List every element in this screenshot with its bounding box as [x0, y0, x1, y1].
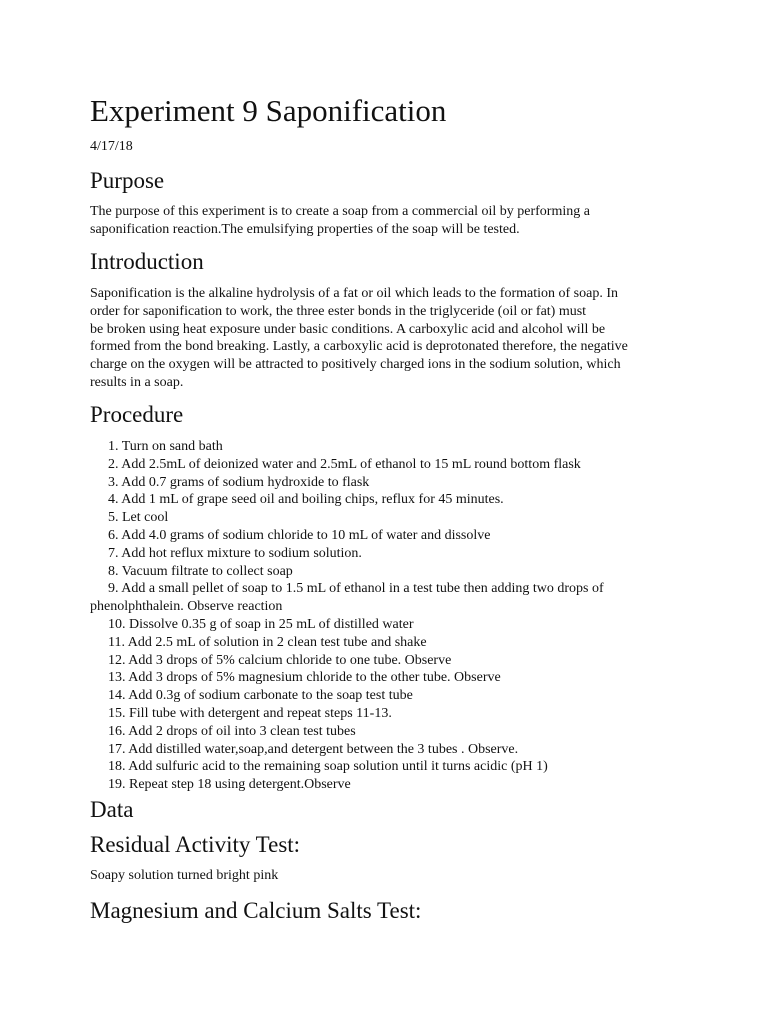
introduction-line: order for saponification to work, the three ester bonds in the triglyceride (oil or fat) must: [90, 303, 587, 319]
procedure-step: 8. Vacuum filtrate to collect soap: [108, 563, 293, 579]
residual-activity-line: Soapy solution turned bright pink: [90, 868, 279, 883]
purpose-paragraph: [90, 203, 675, 239]
procedure-step: 4. Add 1 mL of grape seed oil and boiling chips, reflux for 45 minutes.: [108, 492, 504, 508]
purpose-line: The purpose of this experiment is to create a soap from a commercial oil by performing a: [90, 204, 590, 219]
purpose-line: saponification reaction.The emulsifying properties of the soap will be tested.: [90, 221, 520, 237]
procedure-step: 12. Add 3 drops of 5% calcium chloride to one tube. Observe: [108, 652, 452, 668]
document-title: Experiment 9 Saponification: [90, 93, 447, 128]
procedure-step: 11. Add 2.5 mL of solution in 2 clean test tube and shake: [108, 634, 427, 650]
procedure-heading: Procedure: [90, 402, 184, 427]
procedure-step: 19. Repeat step 18 using detergent.Observe: [108, 777, 351, 793]
procedure-step: 1. Turn on sand bath: [108, 439, 223, 454]
procedure-step: 13. Add 3 drops of 5% magnesium chloride to the other tube. Observe: [108, 670, 501, 686]
introduction-line: Saponification is the alkaline hydrolysis of a fat or oil which leads to the formation of soap. In: [90, 286, 618, 301]
introduction-heading: Introduction: [90, 249, 204, 274]
procedure-step: 14. Add 0.3g of sodium carbonate to the soap test tube: [108, 688, 413, 704]
procedure-step-continuation: phenolphthalein. Observe reaction: [90, 599, 283, 615]
introduction-line: results in a soap.: [90, 374, 184, 390]
residual-activity-heading: Residual Activity Test:: [90, 832, 301, 857]
procedure-step: 18. Add sulfuric acid to the remaining soap solution until it turns acidic (pH 1): [108, 759, 548, 775]
procedure-step: 5. Let cool: [108, 510, 169, 526]
purpose-heading: Purpose: [90, 168, 165, 193]
procedure-step: 16. Add 2 drops of oil into 3 clean test tubes: [108, 723, 356, 739]
salts-test-heading: Magnesium and Calcium Salts Test:: [90, 898, 422, 923]
procedure-step: 2. Add 2.5mL of deionized water and 2.5mL of ethanol to 15 mL round bottom flask: [108, 456, 581, 472]
procedure-step: 10. Dissolve 0.35 g of soap in 25 mL of distilled water: [108, 616, 414, 632]
procedure-step: 3. Add 0.7 grams of sodium hydroxide to flask: [108, 474, 370, 490]
procedure-step: 15. Fill tube with detergent and repeat steps 11-13.: [108, 705, 392, 721]
procedure-step: 6. Add 4.0 grams of sodium chloride to 10 mL of water and dissolve: [108, 527, 491, 543]
procedure-step: 9. Add a small pellet of soap to 1.5 mL of ethanol in a test tube then adding two drops of: [108, 581, 604, 597]
procedure-steps-list: [90, 438, 680, 794]
introduction-line: be broken using heat exposure under basic conditions. A carboxylic acid and alcohol will be: [90, 321, 606, 337]
introduction-line: formed from the bond breaking. Lastly, a carboxylic acid is deprotonated therefore, the negative: [90, 339, 628, 355]
data-heading: Data: [90, 797, 134, 822]
document-date: 4/17/18: [90, 139, 133, 154]
introduction-paragraph: [90, 285, 675, 392]
procedure-step: 17. Add distilled water,soap,and detergent between the 3 tubes . Observe.: [108, 741, 519, 757]
introduction-line: charge on the oxygen will be attracted to positively charged ions in the sodium solution, which: [90, 357, 621, 373]
residual-activity-text: [90, 867, 675, 885]
procedure-step: 7. Add hot reflux mixture to sodium solution.: [108, 545, 362, 561]
